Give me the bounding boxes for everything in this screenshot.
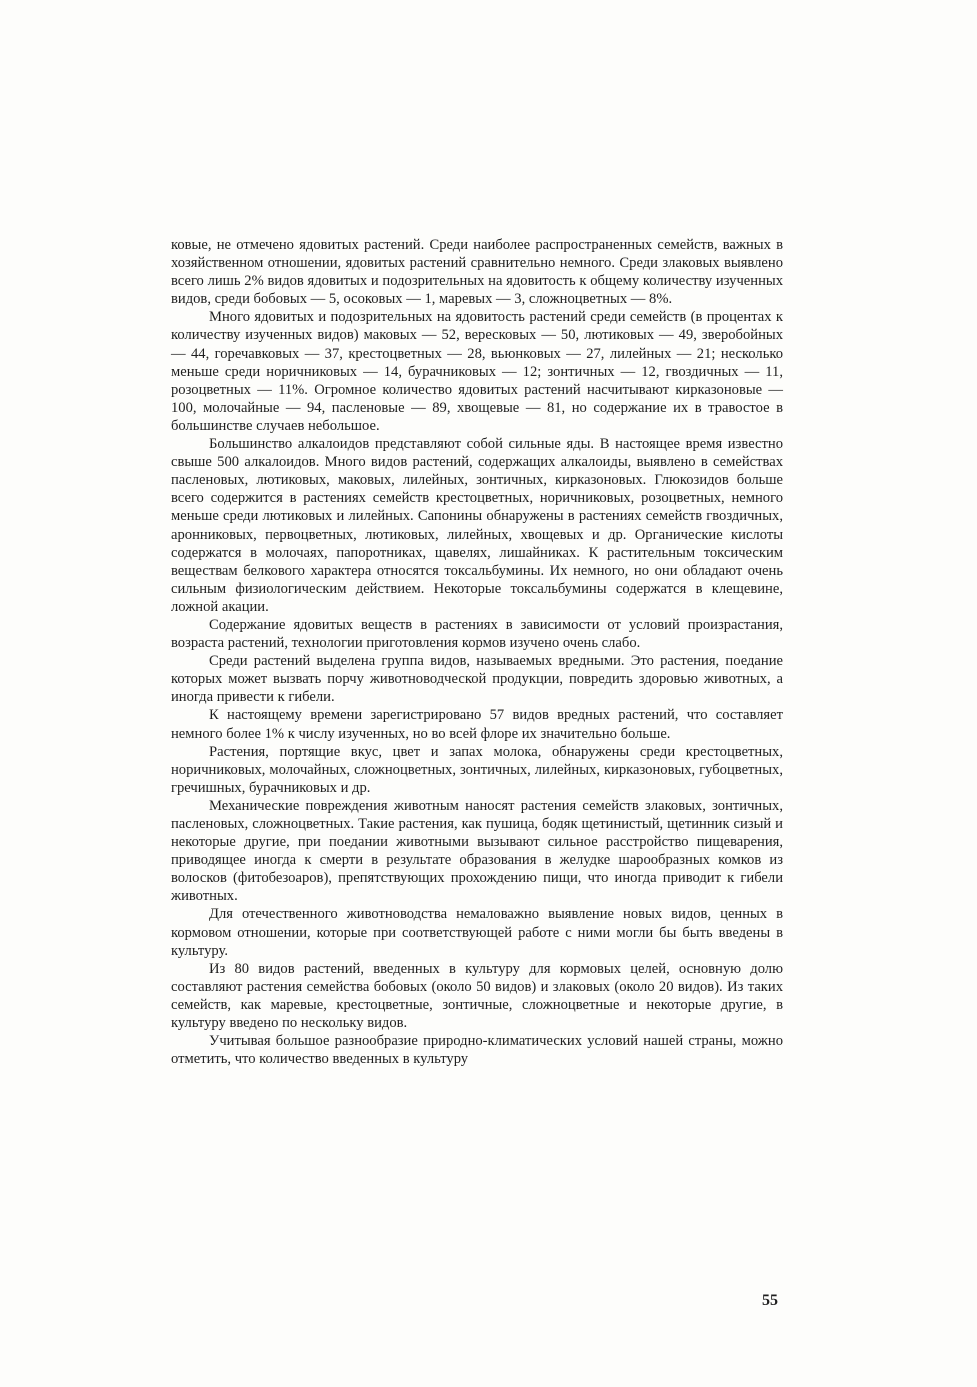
paragraph-4: Содержание ядовитых веществ в растениях в зависимости от условий произрастания, возраста растений, технологии приготовления кормов изучено очень слабо.	[171, 616, 783, 652]
paragraph-11: Учитывая большое разнообразие природно-климатических условий нашей страны, можно отметить, что количество введенных в культуру	[171, 1033, 783, 1068]
paragraph-9: Для отечественного животноводства немаловажно выявление новых видов, ценных в кормовом отношении, которые при соответствующей работе с ними могли бы быть введены в культуру.	[171, 906, 783, 959]
paragraph-3: Большинство алкалоидов представляют собой сильные яды. В настоящее время известно свыше 500 алкалоидов. Много видов растений, содержащих алкалоиды, выявлено в семействах пасленовых, лютиковых, маковых, лилейных, зонтичных, кирказоновых. Глюкозидов больше всего содержится в растениях семейств крестоцветных, норичниковых, розоцветных, немного меньше среди лютиковых и лилейных. Сапонины обнаружены в растениях семейств гвоздичных, аронниковых, первоцветных, лютиковых, лилейных, хвощевых и др. Органические кислоты содержатся в молочаях, папоротниках, щавелях, лишайниках. К растительным токсическим веществам белкового характера относятся токсальбумины. Их немного, но они обладают очень сильным физиологическим действием. Некоторые токсальбумины содержатся в клещевине, ложной акации.	[171, 436, 783, 615]
paragraph-8: Механические повреждения животным наносят растения семейств злаковых, зонтичных, пасленовых, сложноцветных. Такие растения, как пушица, бодяк щетинистый, щетинник сизый и некоторые другие, при поедании животными вызывают сильное расстройство пищеварения, приводящее иногда к смерти в результате образования в желудке шарообразных комков из волосков (фитобезоаров), препятствующих прохождению пищи, что иногда приводит к гибели животных.	[171, 797, 783, 905]
body-text	[171, 236, 783, 1068]
paragraph-2: Много ядовитых и подозрительных на ядовитость растений среди семейств (в процентах к количеству изученных видов) маковых — 52, вересковых — 50, лютиковых — 49, зверобойных — 44, горечавковых — 37, крестоцветных — 28, вьюнковых — 27, лилейных — 21; несколько меньше среди норичниковых — 14, бурачниковых — 12; зонтичных — 12, гвоздичных — 11, розоцветных — 11%. Огромное количество ядовитых растений насчитывают кирказоновые — 100, молочайные — 94, пасленовые — 89, хвощевые — 81, но содержание их в травостое в большинстве случаев небольшое.	[171, 309, 783, 434]
paragraph-7: Растения, портящие вкус, цвет и запах молока, обнаружены среди крестоцветных, норичниковых, молочайных, сложноцветных, зонтичных, лилейных, кирказоновых, губоцветных, гречишных, бурачниковых и др.	[171, 743, 783, 796]
paragraph-1: ковые, не отмечено ядовитых растений. Среди наиболее распространенных семейств, важных в хозяйственном отношении, ядовитых растений сравнительно немного. Среди злаковых выявлено всего лишь 2% видов ядовитых и подозрительных на ядовитость к общему количеству изученных видов, среди бобовых — 5, осоковых — 1, маревых — 3, сложноцветных — 8%.	[171, 237, 783, 308]
paragraph-6: К настоящему времени зарегистрировано 57 видов вредных растений, что составляет немного более 1% к числу изученных, но во всей флоре их значительно больше.	[171, 707, 783, 742]
page-number: 55	[762, 1292, 778, 1309]
paragraph-10: Из 80 видов растений, введенных в культуру для кормовых целей, основную долю составляют растения семейства бобовых (около 50 видов) и злаковых (около 20 видов). Из таких семейств, как маревые, крестоцветные, зонтичные, сложноцветные и некоторые другие, в культуру введено по нескольку видов.	[171, 960, 783, 1032]
paragraph-5: Среди растений выделена группа видов, называемых вредными. Это растения, поедание которых может вызвать порчу животноводческой продукции, повредить здоровью животных, а иногда привести к гибели.	[171, 653, 783, 706]
